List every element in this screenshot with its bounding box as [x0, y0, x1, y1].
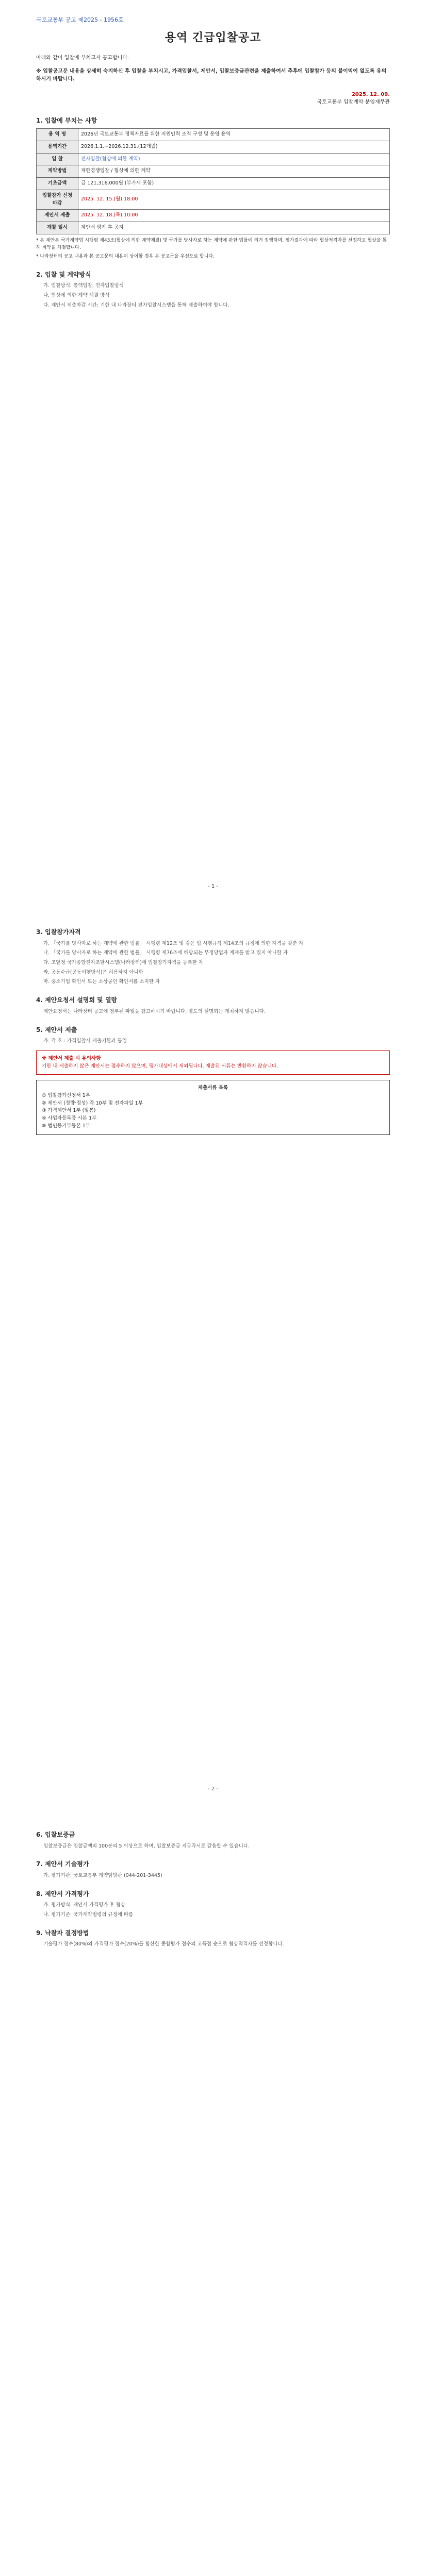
notice-date: 2025. 12. 09.: [351, 91, 390, 97]
row-label: 개찰 일시: [37, 222, 78, 234]
list-item: 나. 「국가를 당사자로 하는 계약에 관한 법률」 시행령 제76조에 해당되는 부정당업자 제재를 받고 있지 아니한 자: [43, 950, 288, 956]
row-label: 기초금액: [37, 178, 78, 190]
list-item: 가. 입찰방식: 총액입찰, 전자입찰방식: [43, 283, 124, 289]
row-value: 2026.1.1.~2026.12.31.(12개월): [78, 141, 390, 153]
table-note: * 나라장터의 공고 내용과 본 공고문의 내용이 상이할 경우 본 공고문을 우선으로 합니다.: [36, 253, 215, 259]
section-heading: 9. 낙찰자 결정방법: [36, 1929, 89, 1937]
warning-text: ※ 입찰공고문 내용을 상세히 숙지하신 후 입찰을 부치시고, 가격입찰서, 제안서, 입찰보증금관련을 제출하여서 추후에 입찰참가 등의 불이익이 없도록 유의하시기 바랍니다.: [36, 68, 387, 82]
row-value: 제안서 평가 후 공지: [78, 222, 390, 234]
table-row: [37, 153, 390, 165]
section-heading: 6. 입찰보증금: [36, 1831, 75, 1838]
table-row: [37, 222, 390, 234]
table-row: [37, 141, 390, 153]
notice-red-box: [36, 1050, 390, 1075]
table-row: [37, 129, 390, 141]
paragraph: 가. 각 호 : 가격입찰서 제출기한과 동일: [43, 1038, 127, 1044]
row-label: 계약방법: [37, 165, 78, 178]
table-note: * 본 제안은 국가계약법 시행령 제43조(협상에 의한 계약체결) 및 국가를 당사자로 하는 계약에 관한 법률에 의거 집행하며, 평가결과에 따라 협상적격자를 선정하고 협상을 통해 계약을 체결합니다.: [36, 238, 387, 250]
row-label: 제안서 제출: [37, 210, 78, 222]
section-heading: 1. 입찰에 부치는 사항: [36, 116, 97, 124]
list-item: ② 제안서 (정량·정성) 각 10부 및 전자파일 1부: [42, 1100, 143, 1106]
list-item: 가. 「국가를 당사자로 하는 계약에 관한 법률」 시행령 제12조 및 같은 법 시행규칙 제14조의 규정에 의한 자격을 갖춘 자: [43, 940, 304, 946]
intro-text: 아래와 같이 입찰에 부치고자 공고합니다.: [36, 55, 129, 61]
row-value: 전자입찰(협상에 의한 계약): [78, 153, 390, 165]
table-row: [37, 210, 390, 222]
document-page-2: [0, 903, 426, 1805]
row-label: 용역기간: [37, 141, 78, 153]
list-item: 다. 제안서 제출마감 시간: 기한 내 나라장터 전자입찰시스템을 통해 제출하여야 합니다.: [43, 302, 230, 308]
row-label: 용 역 명: [37, 129, 78, 141]
paragraph: 가. 평가기관: 국토교통부 계약담당관 (044-201-3445): [43, 1872, 162, 1878]
list-item: 마. 중소기업 확인서 또는 소상공인 확인서를 소지한 자: [43, 979, 160, 985]
row-value: 금 121,316,000원 (부가세 포함): [78, 178, 390, 190]
section-heading: 8. 제안서 가격평가: [36, 1890, 89, 1897]
table-row: [37, 178, 390, 190]
bid-info-table: [36, 128, 390, 234]
section-heading: 2. 입찰 및 계약방식: [36, 270, 91, 278]
row-value: 제한경쟁입찰 / 협상에 의한 계약: [78, 165, 390, 178]
list-item: 가. 평가방식: 제안서 가격평가 후 협상: [43, 1902, 125, 1908]
section-heading: 5. 제안서 제출: [36, 1026, 77, 1033]
box-title: ※ 제안서 제출 시 유의사항: [42, 1055, 101, 1061]
document-page-1: [0, 0, 426, 903]
section-heading: 3. 입찰참가자격: [36, 928, 81, 936]
paragraph: 입찰보증금은 입찰금액의 100분의 5 이상으로 하며, 입찰보증금 지급각서로 갈음할 수 있습니다.: [43, 1843, 250, 1849]
paragraph: 기술평가 점수(80%)와 가격평가 점수(20%)를 합산한 종합평가 점수의 고득점 순으로 협상적격자를 선정합니다.: [43, 1941, 284, 1947]
row-value: 2025. 12. 15.(월) 18:00: [78, 190, 390, 209]
paragraph: 제안요청서는 나라장터 공고에 첨부된 파일을 참고하시기 바랍니다. 별도의 설명회는 개최하지 않습니다.: [43, 1008, 266, 1014]
box-text: 기한 내 제출하지 않은 제안서는 접수하지 않으며, 평가대상에서 제외됩니다. 제출된 서류는 반환하지 않습니다.: [42, 1063, 278, 1069]
table-row: [37, 165, 390, 178]
list-item: ① 입찰참가신청서 1부: [42, 1092, 91, 1098]
document-title: 용역 긴급입찰공고: [165, 31, 261, 45]
list-item: ⑤ 법인등기부등본 1부: [42, 1123, 91, 1129]
list-item: 다. 조달청 국가종합전자조달시스템(나라장터)에 입찰참가자격을 등록한 자: [43, 960, 204, 966]
document-page-3: [0, 1805, 426, 2576]
list-item: ③ 가격제안서 1부 (밀봉): [42, 1108, 96, 1114]
notice-number: 국토교통부 공고 제2025 - 1956호: [36, 16, 124, 23]
table-row: [37, 190, 390, 209]
row-value: 2025. 12. 18.(목) 10:00: [78, 210, 390, 222]
issuing-org: 국토교통부 입찰계약 분임재무관: [317, 99, 390, 106]
section-heading: 7. 제안서 기술평가: [36, 1860, 89, 1868]
list-item: 라. 공동수급(공동이행방식)은 허용하지 아니함: [43, 969, 143, 975]
row-label: 입찰참가 신청 마감: [37, 190, 78, 209]
row-label: 입 찰: [37, 153, 78, 165]
section-heading: 4. 제안요청서 설명회 및 열람: [36, 996, 118, 1004]
page-number: - 2 -: [208, 1786, 218, 1792]
list-item: 나. 평가기준: 국가계약법령의 규정에 따름: [43, 1911, 134, 1918]
box-title: 제출서류 목록: [198, 1085, 228, 1091]
list-item: ④ 사업자등록증 사본 1부: [42, 1115, 97, 1122]
submission-list-box: [36, 1080, 390, 1134]
list-item: 나. 협상에 의한 계약 체결 방식: [43, 292, 110, 298]
row-value: 2026년 국토교통부 정책자료를 위한 지원인력 조직 구성 및 운영 용역: [78, 129, 390, 141]
page-number: - 1 -: [208, 883, 218, 889]
